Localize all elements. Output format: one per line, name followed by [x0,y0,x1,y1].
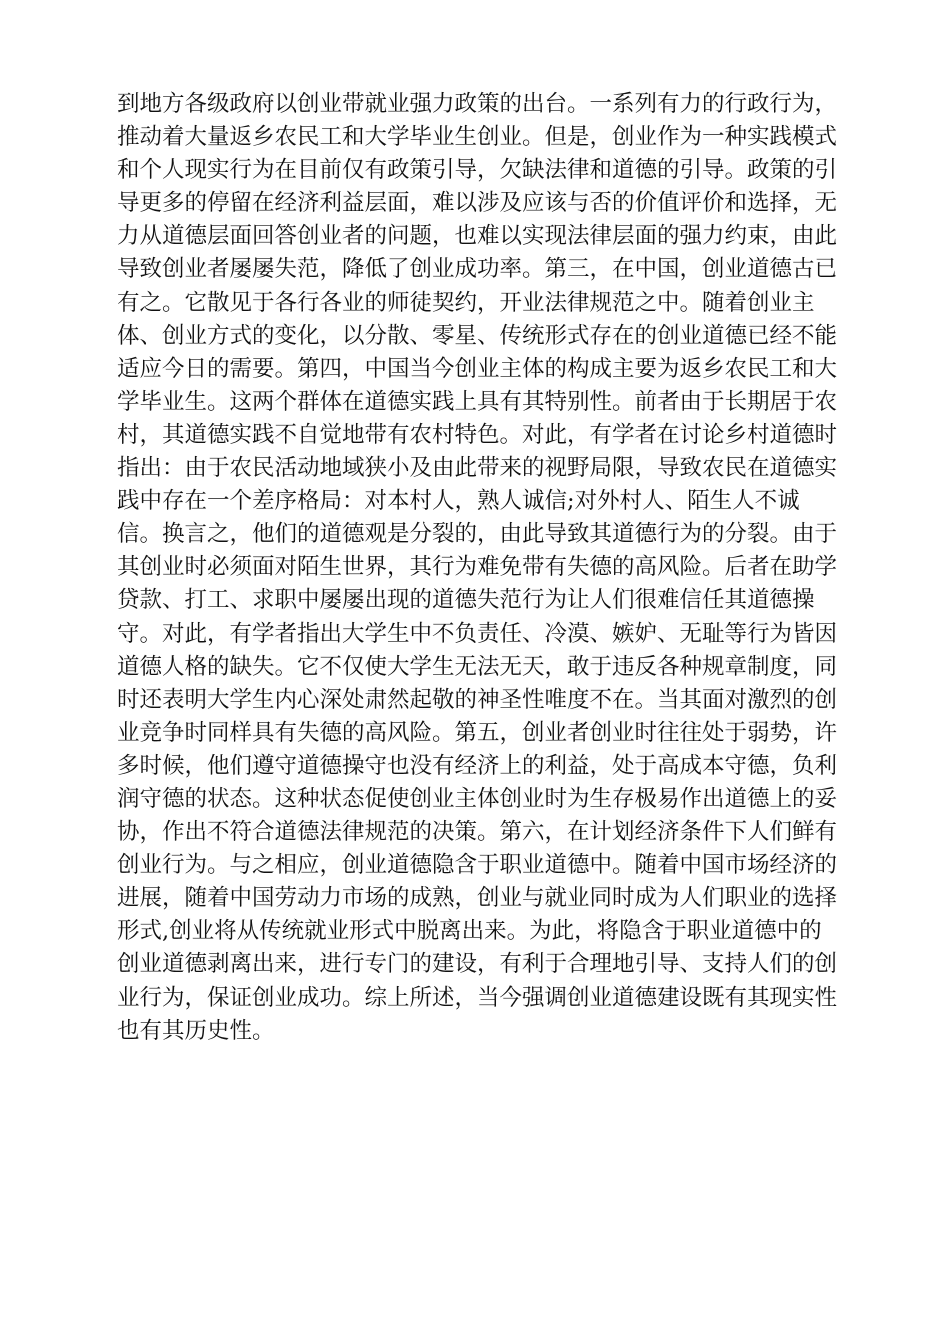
text-line: 村，其道德实践不自觉地带有农村特色。对此，有学者在讨论乡村道德时 [117,421,837,448]
text-line: 和个人现实行为在目前仅有政策引导，欠缺法律和道德的引导。政策的引 [117,157,837,184]
text-line: 推动着大量返乡农民工和大学毕业生创业。但是，创业作为一种实践模式 [117,124,837,151]
text-line: 业竞争时同样具有失德的高风险。第五，创业者创业时往往处于弱势，许 [117,719,837,746]
text-line: 贷款、打工、求职中屡屡出现的道德失范行为让人们很难信任其道德操 [117,587,815,614]
text-line: 导更多的停留在经济利益层面，难以涉及应该与否的价值评价和选择，无 [117,190,837,217]
text-line: 信。换言之，他们的道德观是分裂的，由此导致其道德行为的分裂。由于 [117,521,837,548]
text-line: 创业行为。与之相应，创业道德隐含于职业道德中。随着中国市场经济的 [117,852,837,879]
text-line: 形式,创业将从传统就业形式中脱离出来。为此，将隐含于职业道德中的 [117,918,822,945]
text-line: 践中存在一个差序格局：对本村人，熟人诚信;对外村人、陌生人不诚 [117,488,800,515]
text-line: 道德人格的缺失。它不仅使大学生无法无天，敢于违反各种规章制度，同 [117,653,837,680]
text-line: 适应今日的需要。第四，中国当今创业主体的构成主要为返乡农民工和大 [117,355,837,382]
text-line: 学毕业生。这两个群体在道德实践上具有其特别性。前者由于长期居于农 [117,388,837,415]
text-line: 到地方各级政府以创业带就业强力政策的出台。一系列有力的行政行为， [117,91,837,117]
text-line: 指出：由于农民活动地域狭小及由此带来的视野局限，导致农民在道德实 [117,455,837,482]
text-line: 创业道德剥离出来，进行专门的建设，有利于合理地引导、支持人们的创 [117,951,837,978]
text-line: 进展，随着中国劳动力市场的成熟，创业与就业同时成为人们职业的选择 [117,885,837,912]
text-line: 守。对此，有学者指出大学生中不负责任、冷漠、嫉妒、无耻等行为皆因 [117,620,837,647]
text-line: 有之。它散见于各行各业的师徒契约，开业法律规范之中。随着创业主 [117,289,815,316]
text-line: 业行为，保证创业成功。综上所述，当今强调创业道德建设既有其现实性 [117,984,837,1011]
body-paragraph [117,88,837,1048]
text-line: 时还表明大学生内心深处肃然起敬的神圣性唯度不在。当其面对激烈的创 [117,686,837,713]
text-line: 协，作出不符合道德法律规范的决策。第六，在计划经济条件下人们鲜有 [117,819,837,846]
text-line: 其创业时必须面对陌生世界，其行为难免带有失德的高风险。后者在助学 [117,554,837,581]
text-line: 力从道德层面回答创业者的问题，也难以实现法律层面的强力约束，由此 [117,223,837,250]
text-line: 多时候，他们遵守道德操守也没有经济上的利益，处于高成本守德，负利 [117,752,837,779]
text-line: 体、创业方式的变化，以分散、零星、传统形式存在的创业道德已经不能 [117,322,837,349]
text-line: 润守德的状态。这种状态促使创业主体创业时为生存极易作出道德上的妥 [117,785,837,812]
text-line: 也有其历史性。 [117,1017,275,1044]
text-line: 导致创业者屡屡失范，降低了创业成功率。第三，在中国，创业道德古已 [117,256,837,283]
